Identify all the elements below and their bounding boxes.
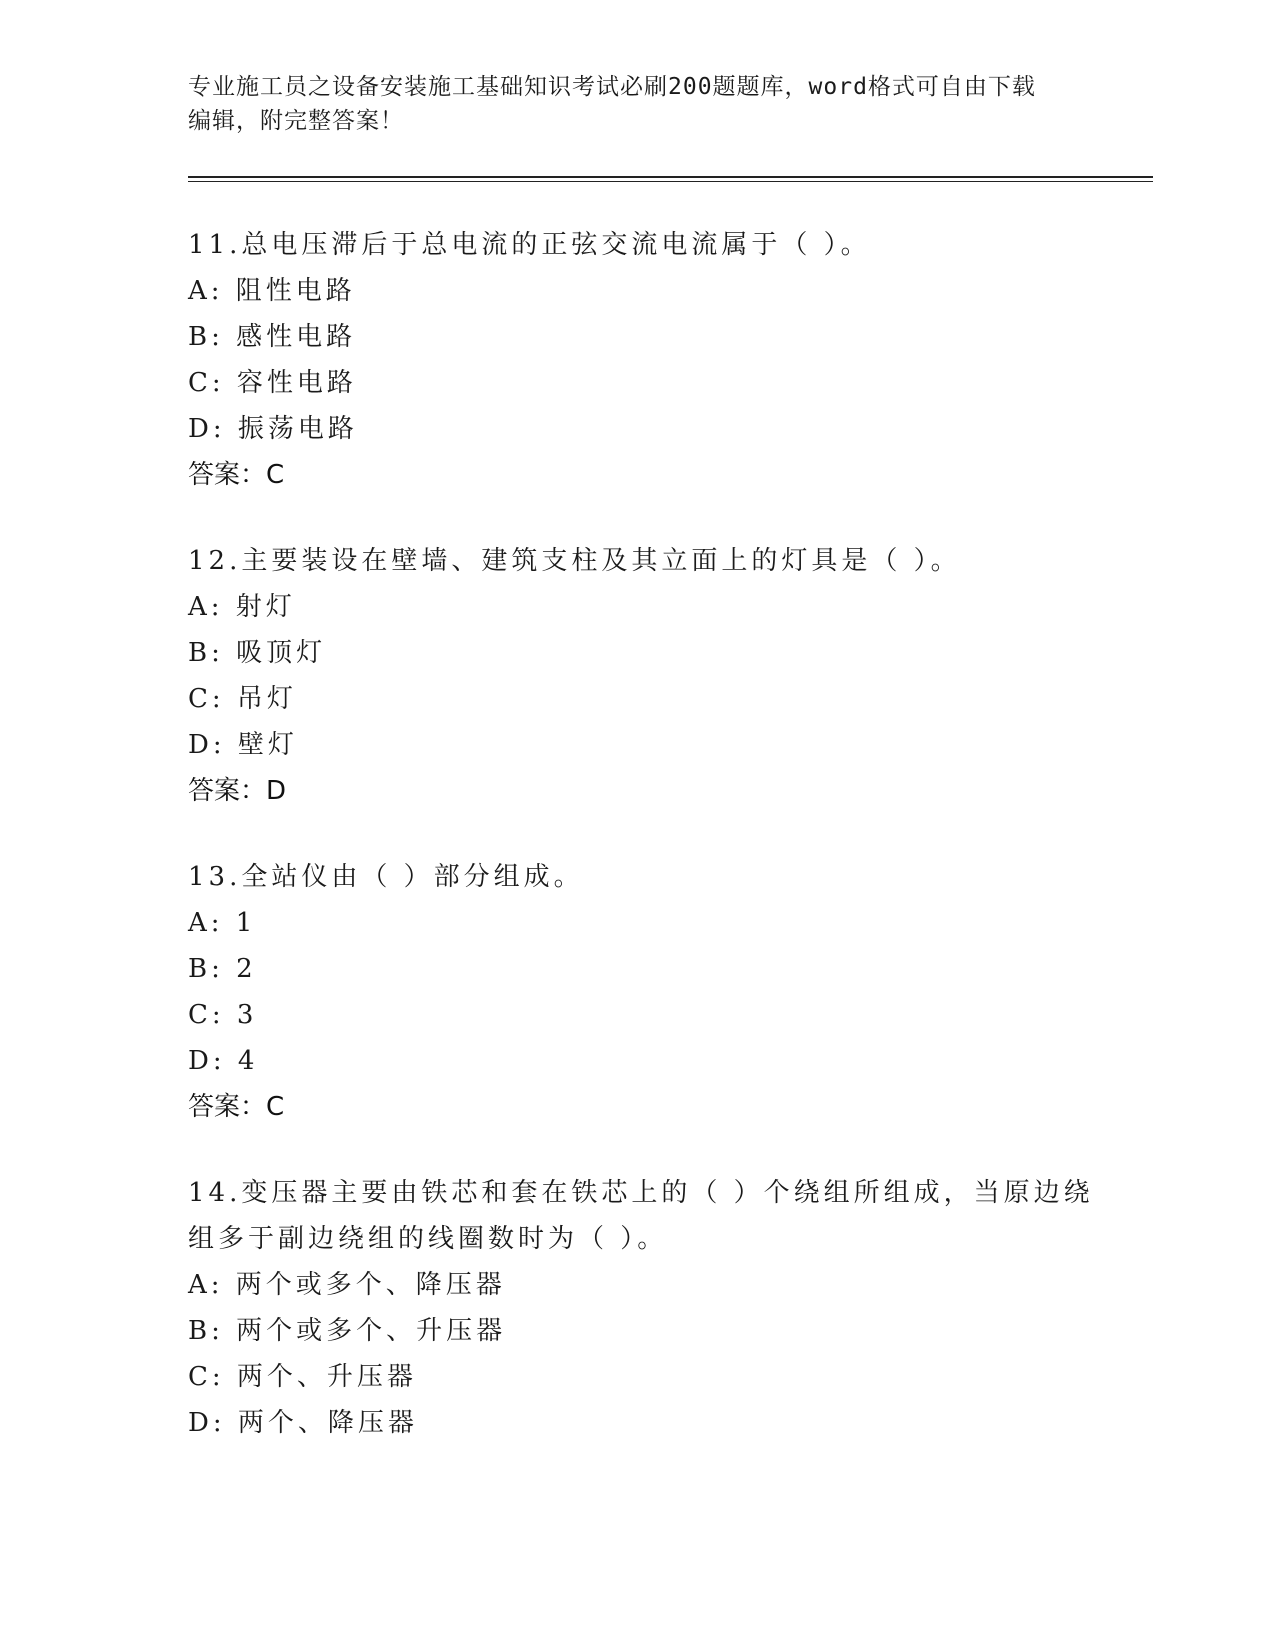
answer-line — [188, 452, 1118, 498]
answer-label: 答案： — [188, 1092, 267, 1122]
question-stem-line-1: 14.变压器主要由铁芯和套在铁芯上的（ ）个绕组所组成，当原边绕 — [188, 1178, 1094, 1208]
document-header — [188, 70, 1088, 138]
answer-value: D — [266, 776, 287, 806]
header-title-line-1: 专业施工员之设备安装施工基础知识考试必刷200题题库，word格式可自由下载 — [188, 74, 1036, 100]
option-b: B: 两个或多个、升压器 — [188, 1316, 507, 1346]
option-d: D: 壁灯 — [188, 730, 298, 760]
option-c: C: 吊灯 — [188, 684, 297, 714]
header-divider-thin — [188, 181, 1153, 182]
header-title-line-2: 编辑，附完整答案！ — [188, 108, 404, 134]
question-14 — [188, 1170, 1118, 1446]
question-stem: 12.主要装设在壁墙、建筑支柱及其立面上的灯具是（ ）。 — [188, 546, 961, 576]
question-13 — [188, 854, 1118, 1130]
option-a: A: 射灯 — [188, 592, 296, 622]
answer-label: 答案： — [188, 460, 267, 490]
option-c: C: 两个、升压器 — [188, 1362, 417, 1392]
question-11 — [188, 222, 1118, 498]
option-a: A: 两个或多个、降压器 — [188, 1270, 506, 1300]
answer-line — [188, 1084, 1118, 1130]
option-b: B: 感性电路 — [188, 322, 357, 352]
answer-value: C — [266, 1092, 285, 1122]
option-b: B: 2 — [188, 954, 257, 984]
option-c: C: 3 — [188, 1000, 258, 1030]
answer-value: C — [266, 460, 285, 490]
option-a: A: 阻性电路 — [188, 276, 356, 306]
header-divider-thick — [188, 176, 1153, 178]
option-d: D: 4 — [188, 1046, 259, 1076]
question-stem-line-2: 组多于副边绕组的线圈数时为（ ）。 — [188, 1224, 668, 1254]
option-b: B: 吸顶灯 — [188, 638, 327, 668]
answer-label: 答案： — [188, 776, 267, 806]
question-12 — [188, 538, 1118, 814]
question-stem: 11.总电压滞后于总电流的正弦交流电流属于（ ）。 — [188, 230, 871, 260]
option-c: C: 容性电路 — [188, 368, 357, 398]
question-stem: 13.全站仪由（ ）部分组成。 — [188, 862, 584, 892]
answer-line — [188, 768, 1118, 814]
option-d: D: 两个、降压器 — [188, 1408, 418, 1438]
option-d: D: 振荡电路 — [188, 414, 358, 444]
option-a: A: 1 — [188, 908, 257, 938]
